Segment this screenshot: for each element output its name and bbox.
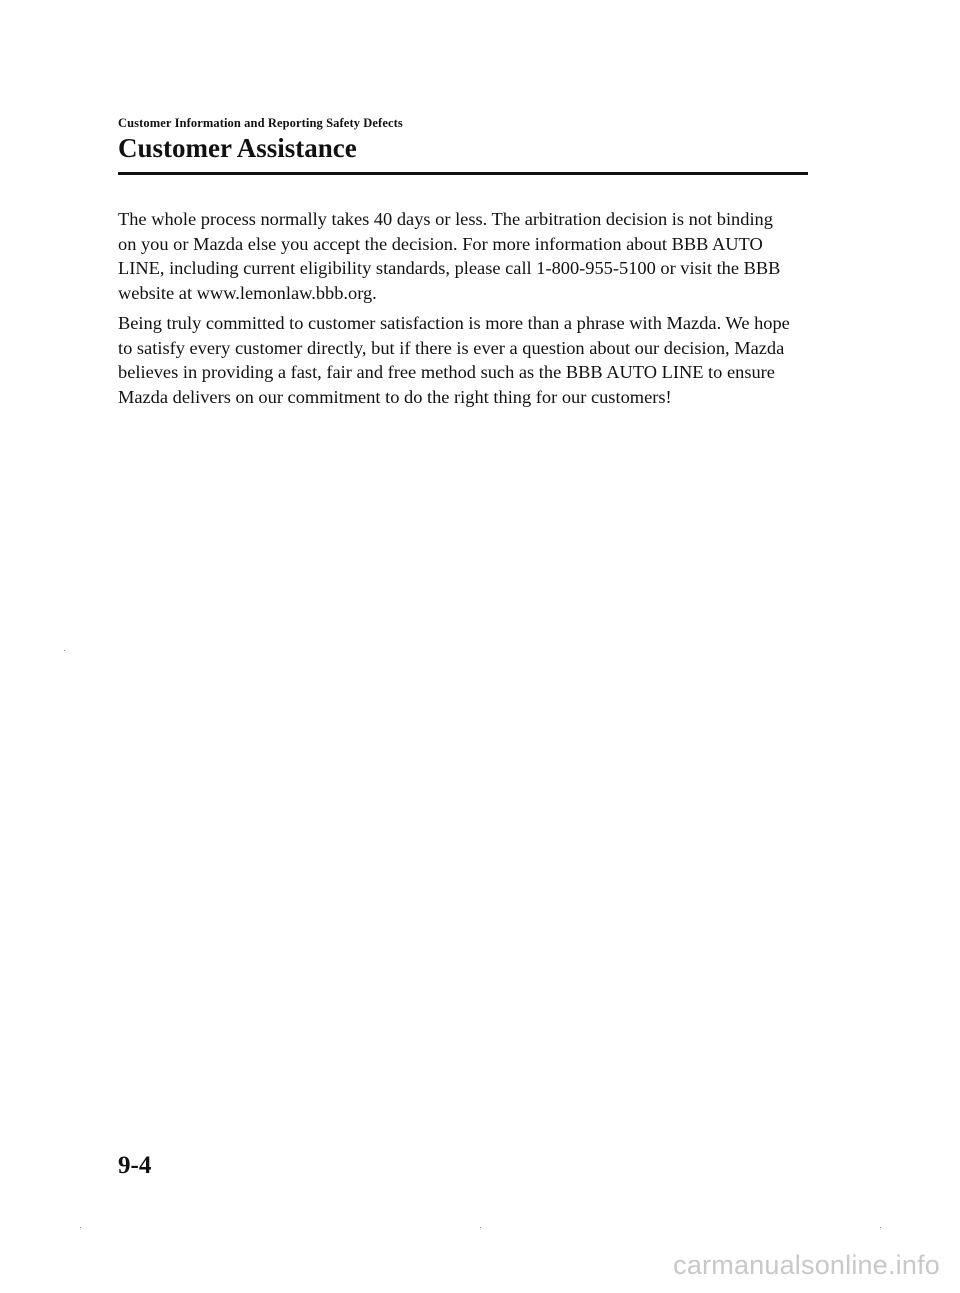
paragraph-line: believes in providing a fast, fair and free method such as the BBB AUTO LINE to ensure: [118, 362, 775, 382]
page-title: Customer Assistance: [118, 133, 357, 163]
paragraph-line: The whole process normally takes 40 days or less. The arbitration decision is not binding: [118, 209, 773, 229]
paragraph-line: website at www.lemonlaw.bbb.org.: [118, 282, 377, 303]
paragraph-process: [118, 207, 818, 305]
watermark: carmanualsonline.info: [673, 1250, 940, 1280]
scan-speck: [64, 650, 65, 651]
section-label: Customer Information and Reporting Safety Defects: [118, 116, 403, 130]
paragraph-line: LINE, including current eligibility standards, please call 1-800-955-5100 or visit the BBB: [118, 258, 781, 278]
scan-speck: [480, 1227, 481, 1228]
scan-speck: [880, 1227, 881, 1228]
page-number: 9-4: [118, 1152, 152, 1179]
paragraph-line: Being truly committed to customer satisfaction is more than a phrase with Mazda. We hope: [118, 313, 790, 333]
title-rule: [118, 172, 808, 175]
paragraph-commitment: [118, 311, 818, 409]
scan-speck: [80, 1227, 81, 1228]
paragraph-line: to satisfy every customer directly, but if there is ever a question about our decision, Mazda: [118, 337, 785, 358]
paragraph-line: Mazda delivers on our commitment to do the right thing for our customers!: [118, 386, 672, 407]
paragraph-line: on you or Mazda else you accept the decision. For more information about BBB AUTO: [118, 233, 763, 254]
